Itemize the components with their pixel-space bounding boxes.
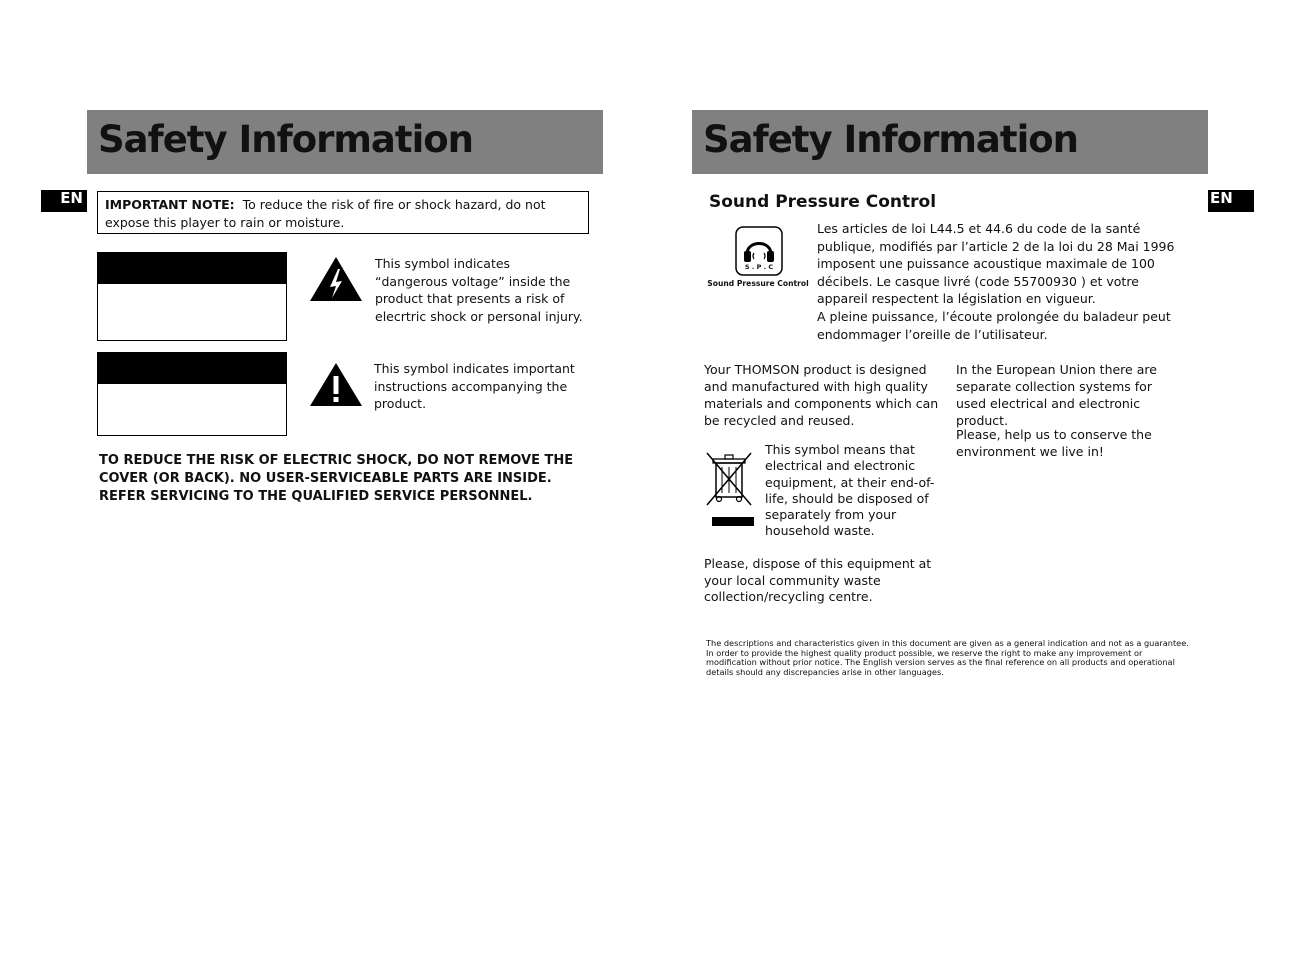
right-page-title: Safety Information <box>703 118 1079 161</box>
instructions-symbol-text: This symbol indicates important instructions accompanying the product. <box>374 361 575 411</box>
caution-label-header-1 <box>98 253 286 284</box>
eu-text-1: In the European Union there are separate collection systems for <box>956 362 1157 394</box>
section-title: Sound Pressure Control <box>709 192 937 212</box>
voltage-symbol-text: This symbol indicates “dangerous voltage” inside the product that presents a risk of elecrtric shock or personal injury. <box>375 256 583 324</box>
spc-text-1: Les articles de loi L44.5 et 44.6 du code de la santé publique, modifiés par l’article 2 de la loi du 28 Mai 1996 imposent une puissance acoustique maximale de 100 décibels. Le casque livré (code 55700930 ) et votre appareil respectent la législation en vigueur. <box>817 221 1175 307</box>
crossed-bin-icon <box>705 451 755 529</box>
left-page-title: Safety Information <box>98 118 474 161</box>
disclaimer: The descriptions and characteristics given in this document are given as a general indication and not as a guarantee. In order to provide the highest quality product possible, we reserve the right to make any improvement or modification without prior notice. The English version serves as the final reference on all products and operational details should any discrepancies arise in other languages. <box>706 638 1189 677</box>
lightning-triangle-icon <box>309 256 363 302</box>
spc-logo-caption: Sound Pressure Control <box>707 279 809 288</box>
weee-text: This symbol means that electrical and electronic equipment, at their end-of-life, should be disposed of separately from your household waste. <box>765 442 935 539</box>
exclamation-triangle-icon <box>309 362 363 407</box>
important-note-text: To reduce the risk of fire or shock hazard, do not expose this player to rain or moisture. <box>105 197 546 230</box>
eu-text-2: used electrical and electronic product. <box>956 396 1141 428</box>
caution-label-header-2 <box>98 353 286 384</box>
caps-warning: TO REDUCE THE RISK OF ELECTRIC SHOCK, DO NOT REMOVE THE COVER (OR BACK). NO USER-SERVICEABLE PARTS ARE INSIDE. REFER SERVICING TO THE QUALIFIED SERVICE PERSONNEL. <box>99 453 574 504</box>
dispose-text: Please, dispose of this equipment at your local community waste collection/recycling centre. <box>704 556 932 605</box>
eu-paragraph <box>956 361 1196 429</box>
right-lang-tab: EN <box>1208 190 1254 212</box>
recycle-text: Your THOMSON product is designed and manufactured with high quality materials and components which can be recycled and reused. <box>704 362 939 428</box>
spc-logo <box>706 224 810 290</box>
conserve-text: Please, help us to conserve the environment we live in! <box>956 427 1152 459</box>
important-note-label: IMPORTANT NOTE: <box>105 197 235 212</box>
left-lang-tab: EN <box>41 190 87 212</box>
important-note-box <box>97 191 589 234</box>
spc-text-2: A pleine puissance, l’écoute prolongée du baladeur peut endommager l’oreille de l’utilisateur. <box>817 308 1171 342</box>
spc-paragraph <box>817 220 1187 343</box>
caution-label-box-2 <box>97 352 287 436</box>
spc-logo-letters: S . P . C <box>744 263 774 271</box>
left-title-bar <box>87 110 603 174</box>
right-title-bar <box>692 110 1208 174</box>
caution-label-box-1 <box>97 252 287 341</box>
